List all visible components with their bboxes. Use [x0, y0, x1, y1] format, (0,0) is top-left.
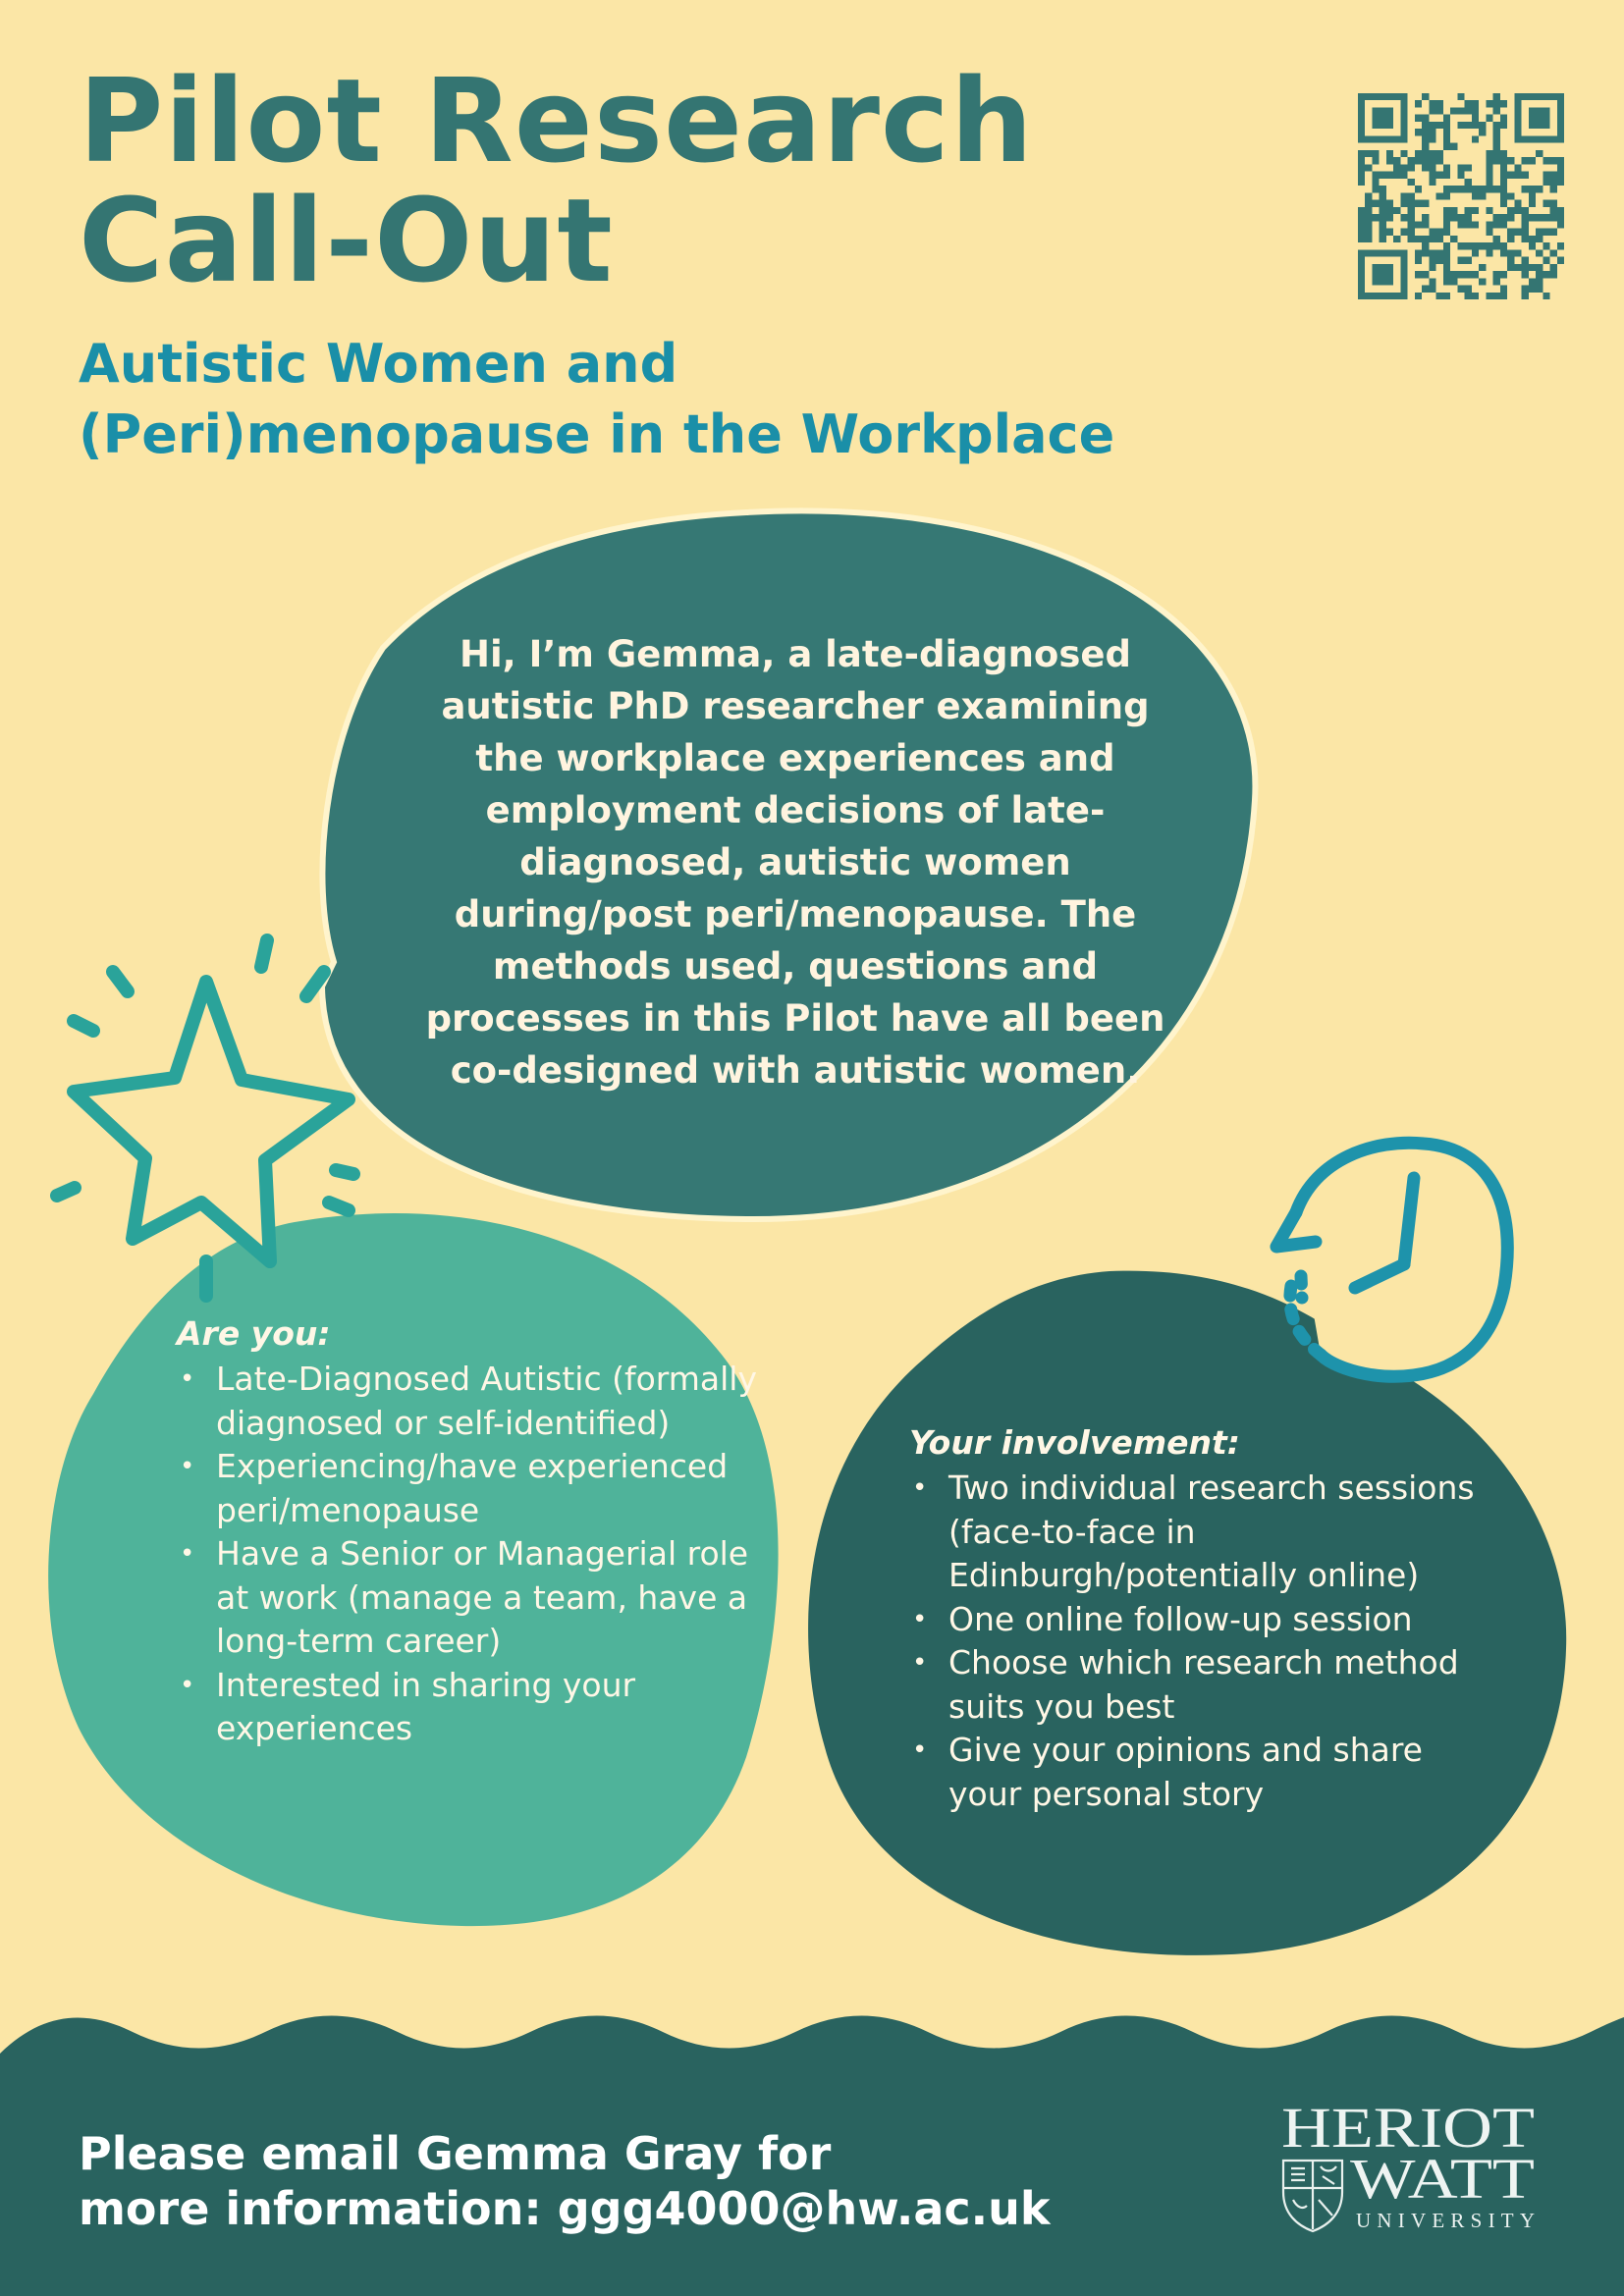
list-item [177, 1532, 766, 1664]
list-item-text: Have a Senior or Managerial role at work (manage a team, have a long-term career) [216, 1534, 749, 1660]
subtitle-line-2: (Peri)menopause in the Workplace [79, 403, 1115, 465]
list-item-text: Choose which research method suits you best [948, 1643, 1459, 1726]
logo-line-2: WATT [1350, 2147, 1535, 2211]
bullet-icon: • [180, 1670, 195, 1700]
involvement-heading: Your involvement: [909, 1423, 1240, 1462]
heriot-watt-logo [1281, 2098, 1537, 2235]
logo-line-3: UNIVERSITY [1356, 2209, 1535, 2232]
are-you-heading: Are you: [177, 1314, 331, 1353]
involvement-list [909, 1467, 1498, 1816]
list-item-text: Interested in sharing your experiences [216, 1665, 636, 1747]
page-title [79, 53, 1034, 308]
list-item [909, 1467, 1498, 1598]
are-you-section [177, 1312, 766, 1751]
list-item-text: One online follow-up session [948, 1599, 1413, 1638]
list-item [909, 1729, 1498, 1816]
involvement-section [909, 1421, 1498, 1816]
bullet-icon: • [912, 1648, 928, 1678]
heriot-watt-crest [1283, 2161, 1342, 2231]
list-item-text: Two individual research sessions (face-to-face in Edinburgh/potentially online) [948, 1468, 1475, 1594]
contact-line-1: Please email Gemma Gray for [79, 2127, 832, 2180]
logo-line-1: HERIOT [1281, 2098, 1535, 2160]
bullet-icon: • [180, 1364, 195, 1394]
list-item [909, 1641, 1498, 1729]
list-item-text: Late-Diagnosed Autistic (formally diagnosed or self-identified) [216, 1360, 757, 1442]
list-item [177, 1358, 766, 1445]
bullet-icon: • [912, 1604, 928, 1634]
title-line-2: Call-Out [79, 173, 614, 308]
contact-info [79, 2126, 1050, 2236]
page-subtitle [79, 329, 1114, 470]
subtitle-line-1: Autistic Women and [79, 333, 678, 395]
are-you-list [177, 1358, 766, 1751]
list-item [177, 1664, 766, 1751]
intro-text: Hi, I’m Gemma, a late-diagnosed autistic PhD researcher examining the workplace experiences and employment decisions of late-diagnosed, autistic women during/post peri/menopause. The methods used, questions and processes in this Pilot have all been co-designed with autistic women. [425, 633, 1165, 1092]
list-item-text: Experiencing/have experienced peri/menopause [216, 1447, 729, 1529]
contact-email[interactable]: more information: ggg4000@hw.ac.uk [79, 2182, 1051, 2235]
qr-code[interactable] [1358, 93, 1564, 299]
list-item [909, 1598, 1498, 1642]
list-item [177, 1445, 766, 1532]
title-line-1: Pilot Research [79, 53, 1034, 188]
bullet-icon: • [912, 1735, 928, 1765]
bullet-icon: • [912, 1473, 928, 1503]
bullet-icon: • [180, 1539, 195, 1569]
list-item-text: Give your opinions and share your personal story [948, 1731, 1423, 1813]
bullet-icon: • [180, 1452, 195, 1481]
